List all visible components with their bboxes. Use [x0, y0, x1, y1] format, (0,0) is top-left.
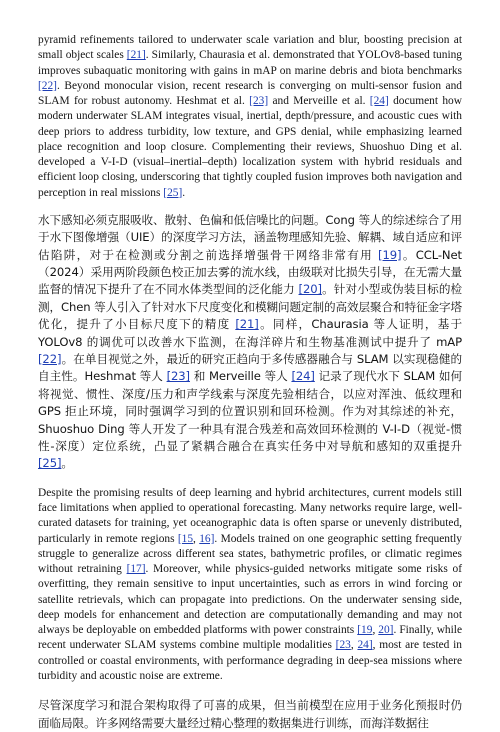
- body-text: 水下感知必须克服吸收、散射、色偏和低信噪比的问题。Cong 等人的综述综合了用于水下图像增强（UIE）的深度学习方法，涵盖物理感知先验、解耦、域自适应和评估陷阱，对于在检测或分割之前选择增强骨干网络非常有用: [38, 212, 462, 262]
- paragraph-3-english: [38, 486, 462, 684]
- body-text: ,: [350, 639, 358, 652]
- citation-link[interactable]: [24]: [291, 369, 315, 384]
- body-text: 。同样，Chaurasia 等人证明，基于 YOLOv8 的调优可以改善水下监测，在海洋碎片和生物基准测试中提升了 mAP: [38, 317, 462, 349]
- citation-link[interactable]: [23]: [166, 369, 190, 384]
- body-text: . Moreover, while physics-guided networks mitigate some risks of overfitting, they remain sensitive to input uncertainties, such as errors in wind forcing or satellite retrievals, which can propagate into predictions. On the underwater sensing side, deep models for enhancement and detection are computationally demanding and may not always be deployable on embedded platforms with power constraints: [38, 563, 462, 637]
- citation-link[interactable]: [21]: [126, 49, 146, 62]
- citation-link[interactable]: [22]: [38, 79, 57, 92]
- body-text: . Beyond monocular vision, recent research is converging on multi-sensor fusion and SLAM for robust autonomy. Heshmat et al.: [38, 79, 462, 107]
- citation-link[interactable]: [21]: [235, 317, 259, 332]
- body-text: 。: [61, 456, 73, 471]
- body-text: 尽管深度学习和混合架构取得了可喜的成果，但当前模型在应用于业务化预报时仍面临局限。许多网络需要大量经过精心整理的数据集进行训练，而海洋数据往: [38, 698, 462, 730]
- body-text: .: [182, 186, 186, 199]
- paragraph-4-chinese: [38, 697, 462, 732]
- body-text: 记录了现代水下 SLAM 如何将视觉、惯性、深度/压力和声学线索与深度先验相结合，以应对浑浊、低纹理和 GPS 拒止环境，同时强调学习到的位置识别和回环检测。作为对其综述的补充，Shuoshuo Ding 等人开发了一种具有混合残差和高效回环检测的 V-I-D（视觉-惯性-深度）定位系统，凸显了紧耦合融合在真实任务中对导航和感知的双重提升: [38, 369, 462, 454]
- citation-link[interactable]: [19: [357, 624, 373, 637]
- paragraph-1-english: [38, 33, 462, 201]
- citation-link[interactable]: [25]: [163, 186, 183, 199]
- body-text: document how modern underwater SLAM integrates visual, inertial, depth/pressure, and acoustic cues with deep priors to address turbidity, low texture, and GPS denial, while emphasizing learned place recognition and loop closure. Complementing their reviews, Shuoshuo Ding et al. developed a V-I-D (visual–inertial–depth) localization system with hybrid residuals and efficient loop closing, underscoring that tightly coupled fusion improves both navigation and perception in real missions: [38, 95, 462, 199]
- citation-link[interactable]: [20]: [298, 282, 322, 297]
- citation-link[interactable]: [23: [335, 639, 351, 652]
- paragraph-gap: [38, 473, 462, 486]
- body-text: 。CCL-Net（2024）采用两阶段颜色校正加去雾的流水线，由级联对比损失引导，在无需大量监督的情况下提升了在不同水体类型间的泛化能力: [38, 247, 462, 297]
- body-text: ,: [372, 624, 379, 637]
- paragraph-gap: [38, 684, 462, 697]
- body-text: . Similarly, Chaurasia et al. demonstrated that YOLOv8-based tuning improves subaquatic monitoring with gains in mAP on marine debris and biota benchmarks: [38, 49, 463, 77]
- paragraph-2-chinese: [38, 212, 462, 473]
- body-text: 和 Merveille 等人: [189, 369, 292, 384]
- paragraph-gap: [38, 201, 462, 212]
- body-text: and Merveille et al.: [268, 95, 370, 107]
- body-text: . Finally, while recent underwater SLAM systems combine multiple modalities: [38, 624, 462, 652]
- citation-link[interactable]: 16]: [199, 532, 215, 545]
- citation-link[interactable]: [22]: [38, 352, 62, 366]
- citation-link[interactable]: 20]: [378, 624, 394, 637]
- body-text: , most are tested in controlled or coastal environments, with performance degrading in deep-sea missions where turbidity and acoustic noise are extreme.: [38, 639, 462, 682]
- citation-link[interactable]: [19]: [378, 247, 402, 262]
- citation-link[interactable]: [15: [177, 532, 194, 545]
- body-text: Despite the promising results of deep learning and hybrid architectures, current models still face limitations when applied to operational forecasting. Many networks require large, well-curated datasets for training, yet oceanographic data is often sparse or unevenly distributed, particularly in remote regions: [38, 486, 462, 545]
- document-page: [38, 33, 462, 732]
- body-text: . Models trained on one geographic setting frequently struggle to generalize across different sea states, bathymetric profiles, or climatic regimes without retraining: [38, 532, 462, 576]
- body-text: ,: [193, 532, 200, 545]
- body-text: 。针对小型或伪装目标的检测，Chen 等人引入了针对水下尺度变化和模糊问题定制的高效层聚合和特征金字塔优化，提升了小目标尺度下的精度: [38, 282, 462, 332]
- citation-link[interactable]: [23]: [249, 95, 269, 107]
- citation-link[interactable]: [17]: [126, 563, 146, 576]
- body-text: 。在单目视觉之外，最近的研究正趋向于多传感器融合与 SLAM 以实现稳健的自主性。Heshmat 等人: [38, 352, 462, 384]
- body-text: pyramid refinements tailored to underwater scale variation and blur, boosting precision at small object scales: [38, 34, 462, 62]
- citation-link[interactable]: [24]: [369, 95, 389, 107]
- citation-link[interactable]: 24]: [357, 639, 373, 652]
- citation-link[interactable]: [25]: [38, 456, 62, 471]
